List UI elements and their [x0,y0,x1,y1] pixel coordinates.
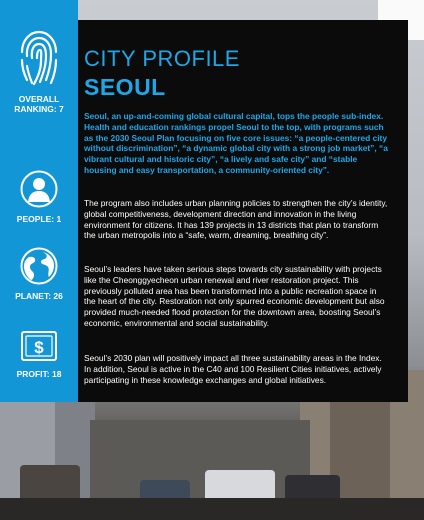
people-stat [0,170,78,224]
overall-ranking-value: RANKING: 7 [14,104,64,114]
overall-ranking-stat [0,28,78,114]
fingerprint-icon [16,28,62,90]
planet-stat [0,247,78,301]
planet-score: PLANET: 26 [15,291,63,301]
stats-sidebar [0,0,78,402]
people-score: PEOPLE: 1 [16,214,62,224]
dollar-bill-icon [20,329,58,363]
body-paragraph: Seoul’s leaders have taken serious steps towards city sustainability with projects like the Cheonggyecheon urban renewal and river restoration project. This previously polluted area has been transformed into a public recreation space in the heart of the city. Restoration not only spurred economic development but also provided much-needed flood protection for the downtown area, boosting Seoul’s economic, environmental and social sustainability. [84,264,385,328]
overall-label: OVERALL [18,94,60,104]
body-paragraph: Seoul’s 2030 plan will positively impact all three sustainability areas in the Index. In addition, Seoul is active in the C40 and 100 Resilient Cities initiatives, actively participating in these knowledge exchanges and global initiatives. [84,353,382,385]
svg-text:$: $ [34,338,44,357]
body-paragraph: The program also includes urban planning policies to strengthen the city’s identity, global competitiveness, development direction and innovation in the living environment for citizens. It has 139 projects in 13 districts that plan to transform the urban metropolis into a “safe, warm, dreaming, breathing city”. [84,198,388,241]
profit-score: PROFIT: 18 [16,369,62,379]
globe-icon [20,247,58,285]
city-title: SEOUL [84,74,166,100]
person-icon [20,170,58,208]
profit-stat [0,329,78,379]
lead-paragraph: Seoul, an up-and-coming global cultural capital, tops the people sub-index. Health and education rankings propel Seoul to the top, with programs such as the 2030 Seoul Plan focusing on five core issues: “a people-centered city without discrimination”, “a dynamic global city with a strong job market”, “a vibrant cultural and historic city”, “a lively and safe city” and “stable housing and easy transportation, a community-oriented city”. [84,111,388,175]
section-kicker: CITY PROFILE [84,46,240,71]
